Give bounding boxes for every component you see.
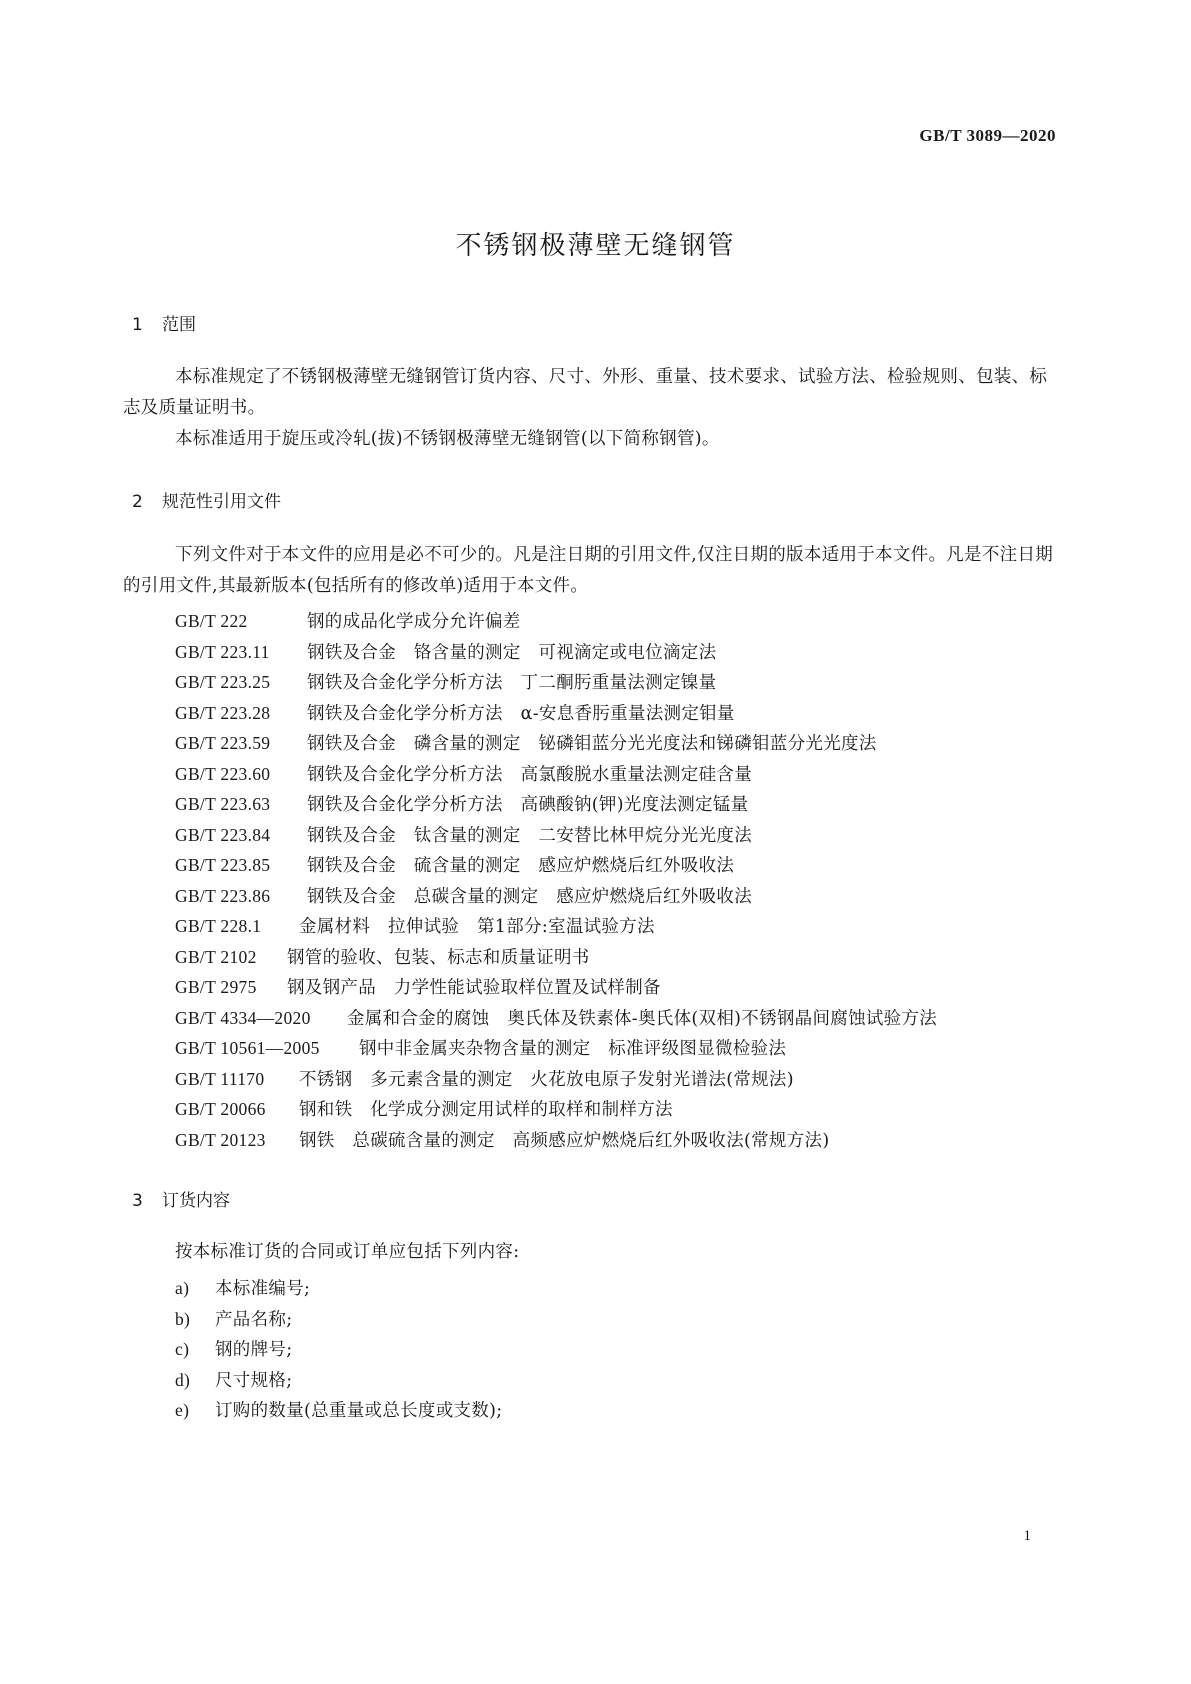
reference-code: GB/T 223.85 (175, 855, 271, 875)
reference-code: GB/T 223.84 (175, 825, 271, 845)
list-item-text: 尺寸规格; (215, 1371, 293, 1391)
reference-title: 钢铁及合金 磷含量的测定 铋磷钼蓝分光光度法和锑磷钼蓝分光光度法 (307, 734, 877, 754)
reference-title: 钢及钢产品 力学性能试验取样位置及试样制备 (287, 978, 661, 998)
list-marker: b) (175, 1309, 191, 1329)
reference-title: 钢管的验收、包装、标志和质量证明书 (287, 948, 590, 968)
reference-item (175, 791, 748, 816)
reference-item (175, 883, 752, 908)
page-number: 1 (1023, 1528, 1031, 1544)
paragraph: 按本标准订货的合同或订单应包括下列内容: (175, 1242, 520, 1262)
reference-item (175, 639, 716, 664)
reference-title: 金属和合金的腐蚀 奥氏体及铁素体-奥氏体(双相)不锈钢晶间腐蚀试验方法 (347, 1009, 938, 1029)
reference-item (175, 1096, 673, 1121)
reference-item (175, 822, 752, 847)
paragraph: 本标准适用于旋压或冷轧(拔)不锈钢极薄壁无缝钢管(以下简称钢管)。 (175, 429, 720, 449)
section-title: 范围 (162, 315, 196, 335)
section-title: 规范性引用文件 (162, 492, 281, 512)
reference-code: GB/T 223.28 (175, 703, 271, 723)
list-marker: d) (175, 1370, 191, 1390)
list-marker: c) (175, 1339, 190, 1359)
reference-item (175, 852, 734, 877)
reference-code: GB/T 223.63 (175, 794, 271, 814)
list-marker: a) (175, 1278, 190, 1298)
list-item (175, 1397, 502, 1422)
section-2-heading (132, 487, 281, 512)
list-item-text: 本标准编号; (215, 1279, 311, 1299)
paragraph: 本标准规定了不锈钢极薄壁无缝钢管订货内容、尺寸、外形、重量、技术要求、试验方法、检验规则、包装、标志及质量证明书。 (123, 367, 1048, 418)
reference-item (175, 730, 877, 755)
list-item (175, 1306, 292, 1331)
reference-item (175, 700, 735, 725)
reference-code: GB/T 4334—2020 (175, 1008, 311, 1028)
reference-code: GB/T 223.86 (175, 886, 271, 906)
reference-code: GB/T 10561—2005 (175, 1038, 320, 1058)
reference-code: GB/T 228.1 (175, 916, 262, 936)
reference-title: 钢和铁 化学成分测定用试样的取样和制样方法 (299, 1100, 673, 1120)
section-number: 1 (132, 315, 143, 335)
list-item (175, 1367, 292, 1392)
reference-code: GB/T 223.59 (175, 733, 271, 753)
section-number: 3 (132, 1191, 143, 1211)
section-3-heading (132, 1186, 230, 1211)
standard-code: GB/T 3089—2020 (919, 126, 1056, 145)
list-item (175, 1336, 292, 1361)
reference-title: 钢铁及合金化学分析方法 丁二酮肟重量法测定镍量 (307, 673, 717, 693)
reference-title: 钢中非金属夹杂物含量的测定 标准评级图显微检验法 (359, 1039, 787, 1059)
reference-code: GB/T 223.25 (175, 672, 271, 692)
reference-code: GB/T 223.60 (175, 764, 271, 784)
section-title: 订货内容 (162, 1191, 230, 1211)
reference-item (175, 608, 521, 633)
reference-code: GB/T 20123 (175, 1130, 266, 1150)
reference-item (175, 974, 661, 999)
reference-item (175, 1005, 937, 1030)
document-title: 不锈钢极薄壁无缝钢管 (455, 231, 736, 261)
reference-item (175, 761, 752, 786)
list-item-text: 订购的数量(总重量或总长度或支数); (215, 1401, 503, 1421)
reference-title: 钢铁及合金化学分析方法 高碘酸钠(钾)光度法测定锰量 (307, 795, 749, 815)
reference-title: 钢铁及合金 总碳含量的测定 感应炉燃烧后红外吸收法 (307, 887, 752, 907)
reference-title: 金属材料 拉伸试验 第1部分:室温试验方法 (299, 917, 655, 937)
reference-title: 钢铁及合金 铬含量的测定 可视滴定或电位滴定法 (307, 643, 717, 663)
reference-code: GB/T 11170 (175, 1069, 265, 1089)
reference-title: 钢铁及合金 硫含量的测定 感应炉燃烧后红外吸收法 (307, 856, 735, 876)
reference-item (175, 944, 590, 969)
reference-code: GB/T 2102 (175, 947, 257, 967)
reference-code: GB/T 222 (175, 611, 248, 631)
reference-title: 不锈钢 多元素含量的测定 火花放电原子发射光谱法(常规法) (299, 1070, 794, 1090)
reference-item (175, 1066, 794, 1091)
reference-title: 钢铁及合金化学分析方法 高氯酸脱水重量法测定硅含量 (307, 765, 752, 785)
reference-code: GB/T 20066 (175, 1099, 266, 1119)
paragraph: 下列文件对于本文件的应用是必不可少的。凡是注日期的引用文件,仅注日期的版本适用于本文件。凡是不注日期的引用文件,其最新版本(包括所有的修改单)适用于本文件。 (123, 545, 1054, 596)
reference-title: 钢的成品化学成分允许偏差 (307, 612, 521, 632)
reference-item (175, 669, 716, 694)
list-marker: e) (175, 1400, 190, 1420)
reference-item (175, 1035, 786, 1060)
section-1-heading (132, 310, 196, 335)
reference-title: 钢铁 总碳硫含量的测定 高频感应炉燃烧后红外吸收法(常规方法) (299, 1131, 830, 1151)
section-number: 2 (132, 492, 143, 512)
reference-title: 钢铁及合金化学分析方法 α-安息香肟重量法测定钼量 (307, 704, 735, 724)
reference-code: GB/T 2975 (175, 977, 257, 997)
list-item (175, 1275, 310, 1300)
reference-item (175, 1127, 829, 1152)
list-item-text: 产品名称; (215, 1310, 293, 1330)
reference-title: 钢铁及合金 钛含量的测定 二安替比林甲烷分光光度法 (307, 826, 752, 846)
reference-code: GB/T 223.11 (175, 642, 270, 662)
reference-item (175, 913, 655, 938)
list-item-text: 钢的牌号; (215, 1340, 293, 1360)
